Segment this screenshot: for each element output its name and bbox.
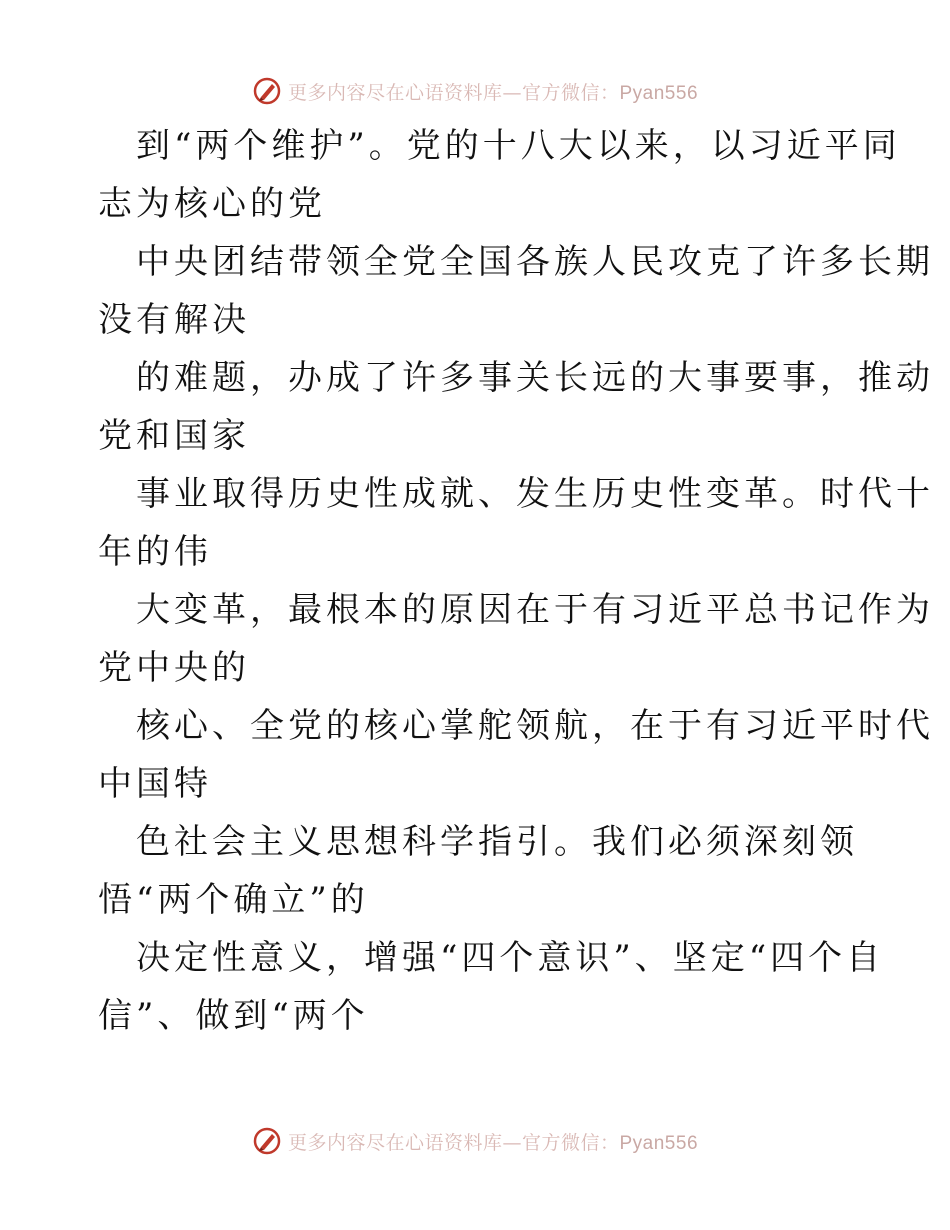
text-line: 中央团结带领全党全国各族人民攻克了许多长期 [136,242,934,282]
text-line: 志为核心的党 [98,184,326,224]
text-line: 没有解决 [98,300,250,340]
text-line: 大变革，最根本的原因在于有习近平总书记作为 [136,590,934,630]
text-line: 党中央的 [98,648,250,688]
text-line: 事业取得历史性成就、发生历史性变革。时代十 [136,474,934,514]
text-line: 决定性意义，增强“四个意识”、坚定“四个自 [136,938,885,978]
text-line: 信”、做到“两个 [98,996,369,1036]
text-line: 中国特 [98,764,212,804]
text-line: 党和国家 [98,416,250,456]
text-line: 悟“两个确立”的 [98,880,369,920]
text-line: 的难题，办成了许多事关长远的大事要事，推动 [136,358,934,398]
watermark-text: 更多内容尽在心语资料库—官方微信：Pyan556 [287,81,699,104]
text-line: 年的伟 [98,532,212,572]
watermark-text: 更多内容尽在心语资料库—官方微信：Pyan556 [287,1131,699,1154]
text-line: 色社会主义思想科学指引。我们必须深刻领 [136,822,858,862]
text-line: 核心、全党的核心掌舵领航，在于有习近平时代 [136,706,934,746]
pen-logo-icon [252,76,282,106]
pen-logo-icon [252,1126,282,1156]
text-line: 到“两个维护”。党的十八大以来，以习近平同 [136,126,901,166]
footer-watermark [0,1124,950,1158]
header-watermark [0,74,950,108]
